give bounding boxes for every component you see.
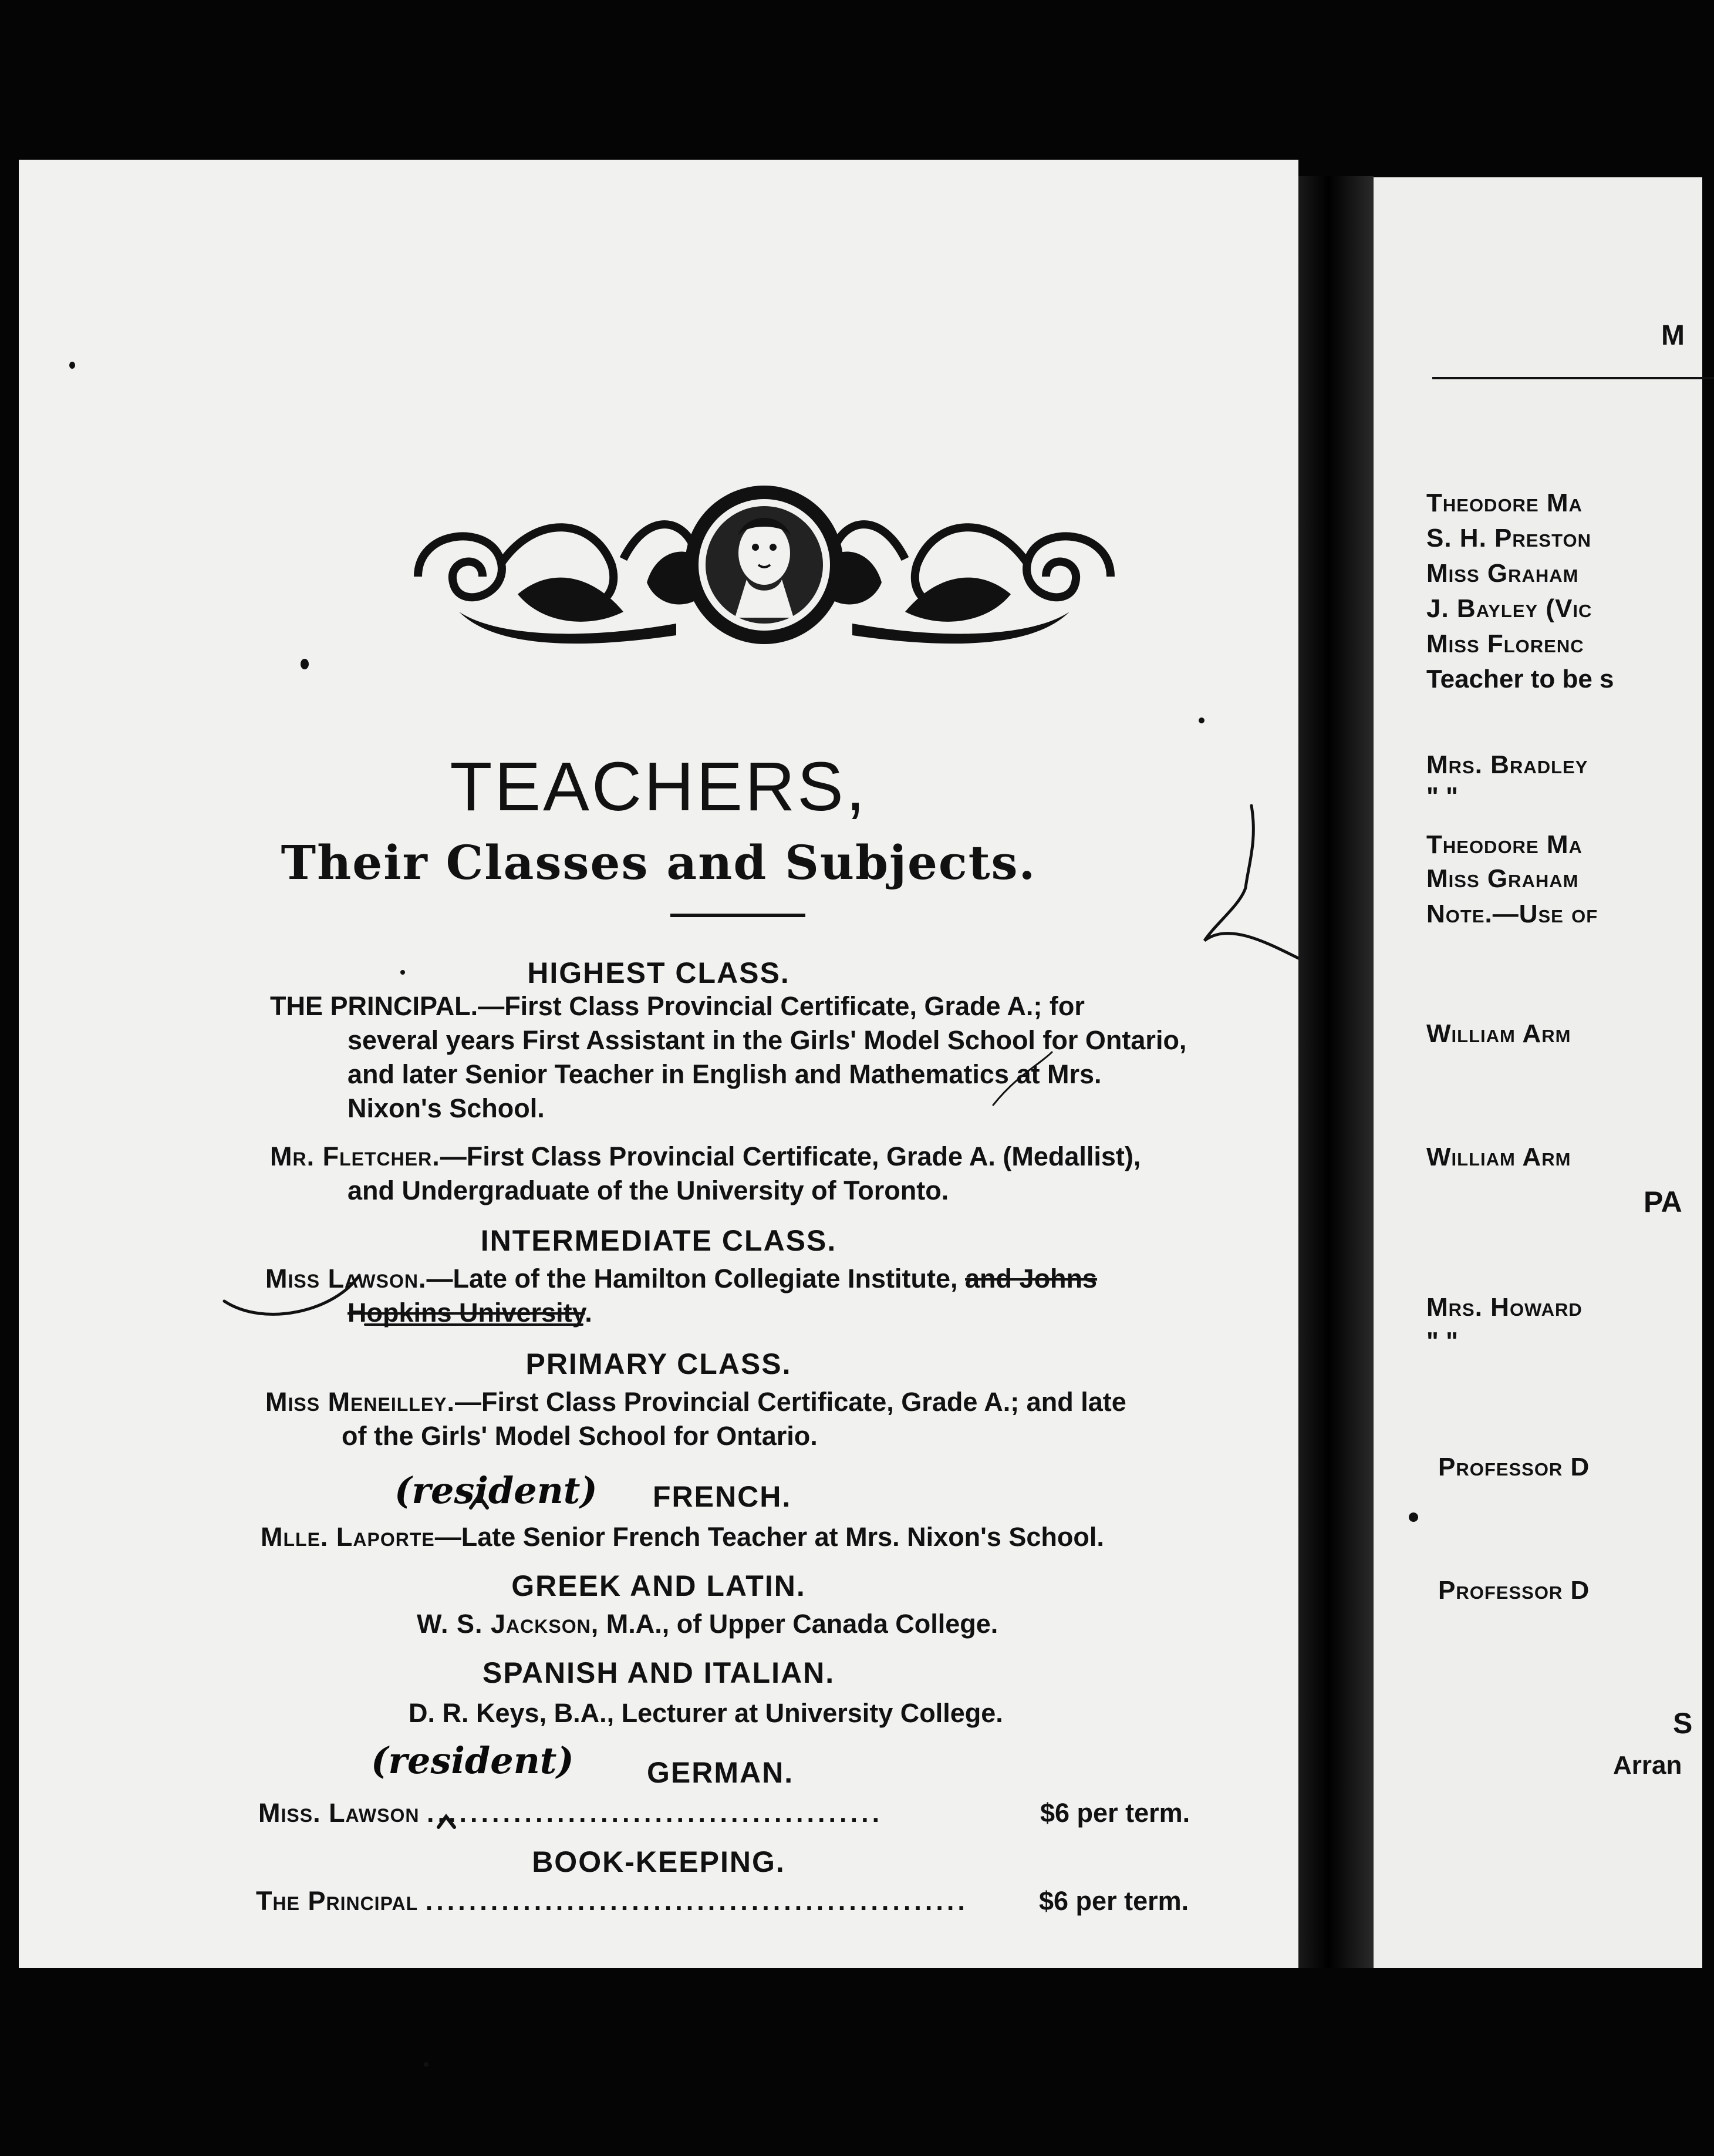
lawson-name: Miss Lawson. — [265, 1264, 427, 1293]
fletcher-name: Mr. Fletcher. — [270, 1141, 440, 1171]
ink-speck — [1199, 717, 1204, 723]
principal-entry-line-3: and later Senior Teacher in English and Mathematics at Mrs. — [347, 1059, 1102, 1089]
left-page — [19, 160, 1298, 1968]
laporte-entry: Mlle. Laporte—Late Senior French Teacher at Mrs. Nixon's School. — [261, 1522, 1104, 1552]
right-page-line: Miss Graham — [1426, 864, 1579, 893]
laporte-name: Mlle. Laporte — [261, 1522, 435, 1552]
right-page-line: Theodore Ma — [1426, 830, 1583, 859]
heading-german: GERMAN. — [647, 1756, 794, 1789]
jackson-name: W. S. Jackson, — [417, 1609, 599, 1639]
right-page-line: J. Bayley (Vic — [1426, 594, 1592, 623]
handwritten-annotation-resident: (resident) — [394, 1469, 598, 1512]
leader-dots: .......................................... — [426, 1798, 883, 1828]
right-page-line: Mrs. Bradley — [1426, 750, 1588, 779]
right-page-line: Professor D — [1438, 1576, 1590, 1605]
bookkeeping-price: $6 per term. — [1039, 1886, 1189, 1916]
principal-entry-line-1: THE PRINCIPAL.—First Class Provincial Certificate, Grade A.; for — [270, 991, 1085, 1021]
bookkeeping-teacher-name: The Principal — [256, 1886, 419, 1916]
heading-book-keeping: BOOK-KEEPING. — [532, 1845, 785, 1878]
german-entry — [258, 1798, 883, 1828]
ornament-icon — [400, 477, 1128, 653]
right-page-line: Miss Graham — [1426, 559, 1579, 588]
ink-speck — [69, 362, 75, 369]
german-price: $6 per term. — [1040, 1798, 1190, 1828]
right-page-line: William Arm — [1426, 1143, 1571, 1171]
ink-speck — [301, 659, 309, 669]
page-title: TEACHERS, — [450, 748, 868, 826]
right-page-rule — [1432, 377, 1714, 379]
heading-intermediate-class: INTERMEDIATE CLASS. — [480, 1224, 837, 1257]
book-spine — [1298, 176, 1374, 1968]
right-page-line: Arran — [1613, 1751, 1682, 1780]
right-page-line: William Arm — [1426, 1019, 1571, 1048]
right-page-line: Teacher to be s — [1426, 665, 1614, 693]
ink-speck — [400, 970, 405, 975]
heading-french: FRENCH. — [653, 1480, 792, 1513]
jackson-entry: W. S. Jackson, M.A., of Upper Canada College. — [417, 1609, 998, 1639]
fletcher-entry-line-2: and Undergraduate of the University of Toronto. — [347, 1175, 949, 1205]
right-page-line: Professor D — [1438, 1453, 1590, 1481]
right-page — [1374, 177, 1702, 1968]
bookkeeping-entry — [256, 1886, 969, 1916]
meneilley-name: Miss Meneilley. — [265, 1387, 456, 1417]
ink-speck — [1409, 1512, 1418, 1522]
lawson-entry-line-1: Miss Lawson.—Late of the Hamilton Collegiate Institute, and Johns — [265, 1264, 1098, 1293]
right-page-line: " " — [1426, 1327, 1458, 1356]
right-page-line: S — [1673, 1707, 1693, 1740]
right-page-line: Miss Florenc — [1426, 629, 1584, 658]
ink-speck — [424, 2062, 428, 2067]
right-page-line: " " — [1426, 782, 1458, 811]
right-page-line: Note.—Use of — [1426, 900, 1598, 928]
meneilley-entry-line-2: of the Girls' Model School for Ontario. — [342, 1421, 818, 1451]
title-divider — [670, 914, 805, 917]
principal-entry-line-2: several years First Assistant in the Girls' Model School for Ontario, — [347, 1025, 1187, 1055]
page-subtitle: Their Classes and Subjects. — [281, 835, 1037, 890]
handwritten-annotation-resident: (resident) — [371, 1739, 574, 1782]
german-teacher-name: Miss. Lawson — [258, 1798, 420, 1828]
right-page-line: S. H. Preston — [1426, 524, 1591, 553]
struck-text: and Johns — [965, 1264, 1098, 1293]
heading-primary-class: PRIMARY CLASS. — [525, 1347, 792, 1380]
right-page-line: PA — [1644, 1185, 1682, 1218]
meneilley-entry-line-1: Miss Meneilley.—First Class Provincial Certificate, Grade A.; and late — [265, 1387, 1126, 1417]
leader-dots: .................................................. — [425, 1886, 969, 1916]
right-page-header: M — [1661, 320, 1685, 351]
struck-text: Hopkins University — [347, 1298, 585, 1328]
right-page-line: Theodore Ma — [1426, 489, 1583, 517]
heading-highest-class: HIGHEST CLASS. — [527, 956, 790, 989]
principal-entry-line-4: Nixon's School. — [347, 1093, 545, 1123]
keys-entry: D. R. Keys, B.A., Lecturer at University College. — [409, 1698, 1003, 1728]
heading-spanish-italian: SPANISH AND ITALIAN. — [482, 1656, 835, 1689]
right-page-line: Mrs. Howard — [1426, 1293, 1583, 1322]
heading-greek-latin: GREEK AND LATIN. — [511, 1569, 806, 1602]
principal-name: THE PRINCIPAL. — [270, 991, 478, 1021]
ornamental-headpiece — [400, 477, 1128, 653]
fletcher-entry-line-1: Mr. Fletcher.—First Class Provincial Certificate, Grade A. (Medallist), — [270, 1141, 1141, 1171]
lawson-entry-line-2: Hopkins University. — [347, 1298, 592, 1328]
